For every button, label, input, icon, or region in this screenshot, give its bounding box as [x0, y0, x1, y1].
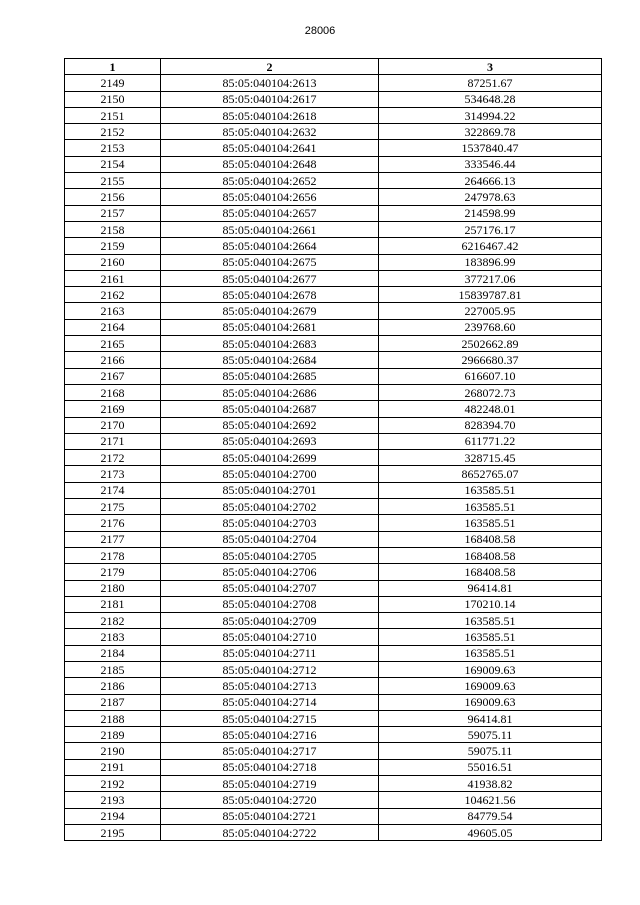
- row-number-cell: 2177: [65, 531, 161, 547]
- row-number-cell: 2151: [65, 107, 161, 123]
- cadastral-number-cell: 85:05:040104:2711: [161, 645, 379, 661]
- table-row: [65, 75, 602, 91]
- value-cell: 214598.99: [379, 205, 602, 221]
- value-cell: 322869.78: [379, 124, 602, 140]
- table-row: [65, 336, 602, 352]
- data-table: [64, 58, 602, 841]
- row-number-cell: 2185: [65, 661, 161, 677]
- column-header-2: 2: [161, 59, 379, 75]
- cadastral-number-cell: 85:05:040104:2618: [161, 107, 379, 123]
- cadastral-number-cell: 85:05:040104:2710: [161, 629, 379, 645]
- row-number-cell: 2183: [65, 629, 161, 645]
- value-cell: 169009.63: [379, 678, 602, 694]
- table-row: [65, 531, 602, 547]
- column-header-1: 1: [65, 59, 161, 75]
- table-row: [65, 710, 602, 726]
- row-number-cell: 2170: [65, 417, 161, 433]
- cadastral-number-cell: 85:05:040104:2709: [161, 613, 379, 629]
- value-cell: 377217.06: [379, 270, 602, 286]
- table-row: [65, 727, 602, 743]
- value-cell: 163585.51: [379, 499, 602, 515]
- cadastral-number-cell: 85:05:040104:2699: [161, 450, 379, 466]
- value-cell: 49605.05: [379, 824, 602, 840]
- table-row: [65, 189, 602, 205]
- cadastral-number-cell: 85:05:040104:2718: [161, 759, 379, 775]
- table-row: [65, 547, 602, 563]
- table-row: [65, 368, 602, 384]
- row-number-cell: 2190: [65, 743, 161, 759]
- row-number-cell: 2156: [65, 189, 161, 205]
- cadastral-number-cell: 85:05:040104:2656: [161, 189, 379, 205]
- cadastral-number-cell: 85:05:040104:2652: [161, 173, 379, 189]
- cadastral-number-cell: 85:05:040104:2706: [161, 564, 379, 580]
- header-row: [65, 59, 602, 75]
- cadastral-number-cell: 85:05:040104:2721: [161, 808, 379, 824]
- value-cell: 59075.11: [379, 727, 602, 743]
- value-cell: 163585.51: [379, 645, 602, 661]
- value-cell: 168408.58: [379, 531, 602, 547]
- row-number-cell: 2158: [65, 221, 161, 237]
- value-cell: 2966680.37: [379, 352, 602, 368]
- cadastral-number-cell: 85:05:040104:2717: [161, 743, 379, 759]
- value-cell: 268072.73: [379, 384, 602, 400]
- row-number-cell: 2182: [65, 613, 161, 629]
- table-row: [65, 776, 602, 792]
- table-row: [65, 613, 602, 629]
- row-number-cell: 2174: [65, 482, 161, 498]
- row-number-cell: 2162: [65, 287, 161, 303]
- row-number-cell: 2187: [65, 694, 161, 710]
- row-number-cell: 2149: [65, 75, 161, 91]
- value-cell: 168408.58: [379, 547, 602, 563]
- value-cell: 163585.51: [379, 515, 602, 531]
- page-number: 28006: [304, 25, 336, 37]
- table-row: [65, 417, 602, 433]
- table-row: [65, 287, 602, 303]
- value-cell: 87251.67: [379, 75, 602, 91]
- row-number-cell: 2168: [65, 384, 161, 400]
- cadastral-number-cell: 85:05:040104:2679: [161, 303, 379, 319]
- row-number-cell: 2181: [65, 596, 161, 612]
- row-number-cell: 2192: [65, 776, 161, 792]
- table-row: [65, 629, 602, 645]
- table-row: [65, 401, 602, 417]
- table-row: [65, 645, 602, 661]
- row-number-cell: 2184: [65, 645, 161, 661]
- row-number-cell: 2157: [65, 205, 161, 221]
- row-number-cell: 2159: [65, 238, 161, 254]
- row-number-cell: 2194: [65, 808, 161, 824]
- cadastral-number-cell: 85:05:040104:2687: [161, 401, 379, 417]
- cadastral-number-cell: 85:05:040104:2657: [161, 205, 379, 221]
- row-number-cell: 2179: [65, 564, 161, 580]
- row-number-cell: 2186: [65, 678, 161, 694]
- cadastral-number-cell: 85:05:040104:2661: [161, 221, 379, 237]
- row-number-cell: 2155: [65, 173, 161, 189]
- cadastral-number-cell: 85:05:040104:2712: [161, 661, 379, 677]
- value-cell: 15839787.81: [379, 287, 602, 303]
- table-row: [65, 678, 602, 694]
- cadastral-number-cell: 85:05:040104:2707: [161, 580, 379, 596]
- table-row: [65, 238, 602, 254]
- cadastral-number-cell: 85:05:040104:2708: [161, 596, 379, 612]
- row-number-cell: 2180: [65, 580, 161, 596]
- cadastral-number-cell: 85:05:040104:2648: [161, 156, 379, 172]
- cadastral-number-cell: 85:05:040104:2716: [161, 727, 379, 743]
- cadastral-number-cell: 85:05:040104:2722: [161, 824, 379, 840]
- table-row: [65, 564, 602, 580]
- cadastral-number-cell: 85:05:040104:2701: [161, 482, 379, 498]
- table-row: [65, 270, 602, 286]
- row-number-cell: 2169: [65, 401, 161, 417]
- row-number-cell: 2188: [65, 710, 161, 726]
- row-number-cell: 2160: [65, 254, 161, 270]
- cadastral-number-cell: 85:05:040104:2686: [161, 384, 379, 400]
- table-row: [65, 384, 602, 400]
- table-row: [65, 515, 602, 531]
- table-row: [65, 694, 602, 710]
- value-cell: 84779.54: [379, 808, 602, 824]
- value-cell: 2502662.89: [379, 336, 602, 352]
- cadastral-number-cell: 85:05:040104:2684: [161, 352, 379, 368]
- value-cell: 96414.81: [379, 710, 602, 726]
- cadastral-number-cell: 85:05:040104:2677: [161, 270, 379, 286]
- cadastral-number-cell: 85:05:040104:2641: [161, 140, 379, 156]
- row-number-cell: 2193: [65, 792, 161, 808]
- value-cell: 55016.51: [379, 759, 602, 775]
- row-number-cell: 2152: [65, 124, 161, 140]
- table-body: [65, 75, 602, 841]
- cadastral-number-cell: 85:05:040104:2700: [161, 466, 379, 482]
- table-row: [65, 91, 602, 107]
- row-number-cell: 2172: [65, 450, 161, 466]
- table-row: [65, 124, 602, 140]
- value-cell: 264666.13: [379, 173, 602, 189]
- row-number-cell: 2166: [65, 352, 161, 368]
- value-cell: 59075.11: [379, 743, 602, 759]
- table-row: [65, 319, 602, 335]
- value-cell: 104621.56: [379, 792, 602, 808]
- cadastral-number-cell: 85:05:040104:2703: [161, 515, 379, 531]
- table-row: [65, 808, 602, 824]
- value-cell: 482248.01: [379, 401, 602, 417]
- row-number-cell: 2175: [65, 499, 161, 515]
- value-cell: 183896.99: [379, 254, 602, 270]
- cadastral-number-cell: 85:05:040104:2704: [161, 531, 379, 547]
- cadastral-number-cell: 85:05:040104:2692: [161, 417, 379, 433]
- value-cell: 314994.22: [379, 107, 602, 123]
- value-cell: 828394.70: [379, 417, 602, 433]
- table-row: [65, 450, 602, 466]
- value-cell: 333546.44: [379, 156, 602, 172]
- value-cell: 168408.58: [379, 564, 602, 580]
- value-cell: 163585.51: [379, 613, 602, 629]
- cadastral-number-cell: 85:05:040104:2685: [161, 368, 379, 384]
- table-row: [65, 140, 602, 156]
- cadastral-number-cell: 85:05:040104:2681: [161, 319, 379, 335]
- row-number-cell: 2191: [65, 759, 161, 775]
- value-cell: 328715.45: [379, 450, 602, 466]
- value-cell: 611771.22: [379, 433, 602, 449]
- table-row: [65, 824, 602, 840]
- cadastral-number-cell: 85:05:040104:2702: [161, 499, 379, 515]
- row-number-cell: 2161: [65, 270, 161, 286]
- cadastral-number-cell: 85:05:040104:2720: [161, 792, 379, 808]
- row-number-cell: 2154: [65, 156, 161, 172]
- value-cell: 169009.63: [379, 694, 602, 710]
- value-cell: 257176.17: [379, 221, 602, 237]
- row-number-cell: 2164: [65, 319, 161, 335]
- cadastral-number-cell: 85:05:040104:2705: [161, 547, 379, 563]
- cadastral-number-cell: 85:05:040104:2693: [161, 433, 379, 449]
- cadastral-number-cell: 85:05:040104:2617: [161, 91, 379, 107]
- cadastral-number-cell: 85:05:040104:2678: [161, 287, 379, 303]
- value-cell: 616607.10: [379, 368, 602, 384]
- table-row: [65, 743, 602, 759]
- cadastral-number-cell: 85:05:040104:2714: [161, 694, 379, 710]
- row-number-cell: 2173: [65, 466, 161, 482]
- table-row: [65, 173, 602, 189]
- row-number-cell: 2189: [65, 727, 161, 743]
- cadastral-number-cell: 85:05:040104:2632: [161, 124, 379, 140]
- value-cell: 227005.95: [379, 303, 602, 319]
- cadastral-number-cell: 85:05:040104:2715: [161, 710, 379, 726]
- table-row: [65, 792, 602, 808]
- value-cell: 163585.51: [379, 629, 602, 645]
- row-number-cell: 2153: [65, 140, 161, 156]
- row-number-cell: 2150: [65, 91, 161, 107]
- table-row: [65, 303, 602, 319]
- table-row: [65, 205, 602, 221]
- table-row: [65, 499, 602, 515]
- table-row: [65, 759, 602, 775]
- row-number-cell: 2195: [65, 824, 161, 840]
- table-row: [65, 254, 602, 270]
- value-cell: 6216467.42: [379, 238, 602, 254]
- value-cell: 96414.81: [379, 580, 602, 596]
- table-row: [65, 580, 602, 596]
- value-cell: 534648.28: [379, 91, 602, 107]
- value-cell: 247978.63: [379, 189, 602, 205]
- row-number-cell: 2171: [65, 433, 161, 449]
- cadastral-number-cell: 85:05:040104:2675: [161, 254, 379, 270]
- table-row: [65, 596, 602, 612]
- table-row: [65, 433, 602, 449]
- row-number-cell: 2163: [65, 303, 161, 319]
- table-row: [65, 482, 602, 498]
- table-row: [65, 221, 602, 237]
- row-number-cell: 2176: [65, 515, 161, 531]
- table-row: [65, 661, 602, 677]
- table-row: [65, 352, 602, 368]
- table-row: [65, 107, 602, 123]
- value-cell: 1537840.47: [379, 140, 602, 156]
- cadastral-number-cell: 85:05:040104:2683: [161, 336, 379, 352]
- row-number-cell: 2165: [65, 336, 161, 352]
- row-number-cell: 2178: [65, 547, 161, 563]
- table-row: [65, 466, 602, 482]
- value-cell: 239768.60: [379, 319, 602, 335]
- value-cell: 163585.51: [379, 482, 602, 498]
- cadastral-number-cell: 85:05:040104:2713: [161, 678, 379, 694]
- table-row: [65, 156, 602, 172]
- value-cell: 41938.82: [379, 776, 602, 792]
- cadastral-number-cell: 85:05:040104:2664: [161, 238, 379, 254]
- table-header: [65, 59, 602, 75]
- value-cell: 169009.63: [379, 661, 602, 677]
- value-cell: 170210.14: [379, 596, 602, 612]
- row-number-cell: 2167: [65, 368, 161, 384]
- cadastral-number-cell: 85:05:040104:2719: [161, 776, 379, 792]
- value-cell: 8652765.07: [379, 466, 602, 482]
- column-header-3: 3: [379, 59, 602, 75]
- cadastral-number-cell: 85:05:040104:2613: [161, 75, 379, 91]
